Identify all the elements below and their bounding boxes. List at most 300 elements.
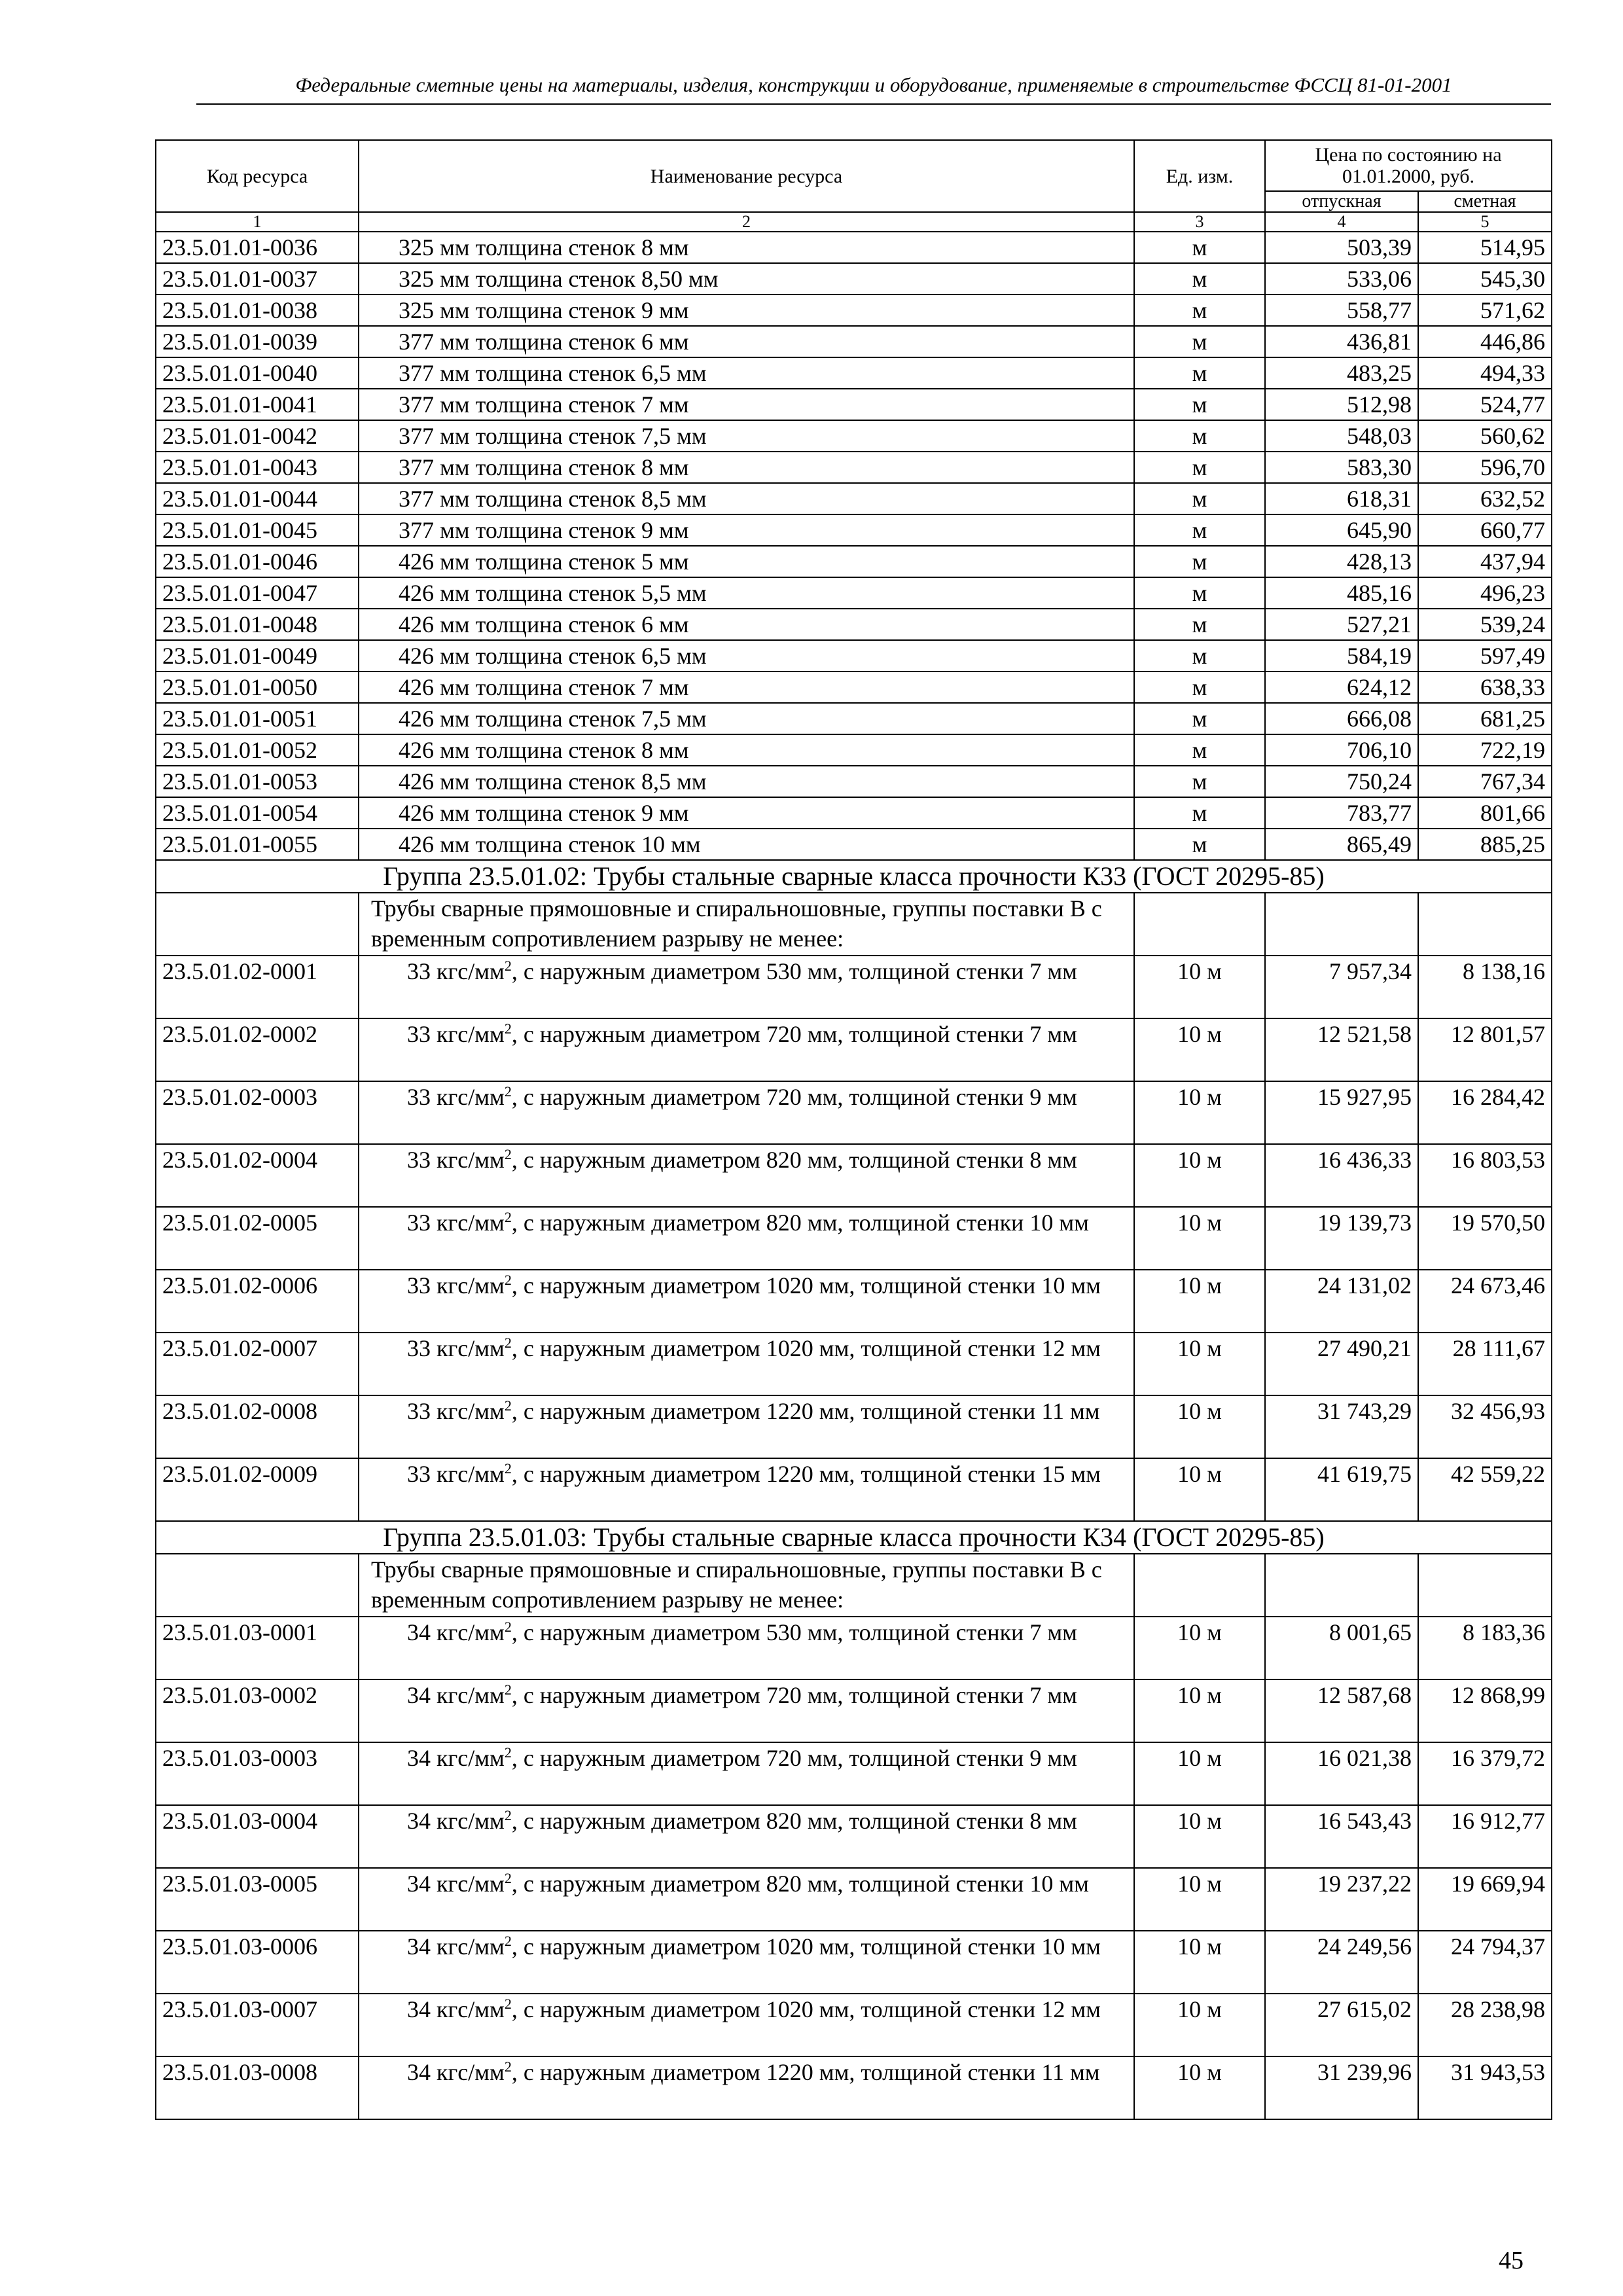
table-row [156, 1018, 1552, 1081]
release-price: 16 436,33 [1265, 1144, 1418, 1207]
resource-code: 23.5.01.01-0037 [156, 263, 359, 295]
table-row [156, 357, 1552, 389]
estimate-price: 16 379,72 [1418, 1742, 1552, 1805]
strength-value: 34 кгс/мм [407, 1871, 505, 1897]
empty-cell [1418, 893, 1552, 956]
resource-code: 23.5.01.01-0036 [156, 232, 359, 263]
unit-cell: м [1134, 797, 1265, 829]
unit-cell: м [1134, 577, 1265, 609]
table-row [156, 1742, 1552, 1805]
table-row [156, 1270, 1552, 1333]
group-description: Трубы сварные прямошовные и спиральношовные, группы поставки В с временным сопротивлением разрыву не менее: [359, 1554, 1134, 1617]
strength-exponent: 2 [504, 1744, 512, 1761]
strength-value: 33 кгс/мм [407, 958, 505, 984]
estimate-price: 524,77 [1418, 389, 1552, 420]
release-price: 31 743,29 [1265, 1395, 1418, 1458]
unit-cell: м [1134, 609, 1265, 640]
header-rule [196, 103, 1551, 105]
table-row [156, 1994, 1552, 2056]
estimate-price: 16 803,53 [1418, 1144, 1552, 1207]
unit-cell: м [1134, 295, 1265, 326]
estimate-price: 597,49 [1418, 640, 1552, 672]
unit-cell: 10 м [1134, 1081, 1265, 1144]
table-row [156, 1144, 1552, 1207]
strength-value: 34 кгс/мм [407, 1745, 505, 1771]
pipe-spec: , с наружным диаметром 1020 мм, толщиной стенки 12 мм [511, 1996, 1101, 2022]
release-price: 12 587,68 [1265, 1679, 1418, 1742]
release-price: 750,24 [1265, 766, 1418, 797]
estimate-price: 638,33 [1418, 672, 1552, 703]
unit-cell: 10 м [1134, 2056, 1265, 2119]
unit-cell: м [1134, 263, 1265, 295]
pipe-spec: , с наружным диаметром 530 мм, толщиной стенки 7 мм [511, 1619, 1077, 1645]
table-row [156, 640, 1552, 672]
estimate-price: 596,70 [1418, 452, 1552, 483]
resource-code: 23.5.01.01-0052 [156, 734, 359, 766]
estimate-price: 16 284,42 [1418, 1081, 1552, 1144]
unit-cell: 10 м [1134, 1679, 1265, 1742]
empty-cell [1265, 1554, 1418, 1617]
resource-code: 23.5.01.02-0002 [156, 1018, 359, 1081]
resource-name [359, 1144, 1134, 1207]
pipe-spec: , с наружным диаметром 1220 мм, толщиной стенки 11 мм [511, 1398, 1100, 1424]
strength-value: 33 кгс/мм [407, 1147, 505, 1173]
estimate-price: 437,94 [1418, 546, 1552, 577]
resource-name [359, 1931, 1134, 1994]
col-header-unit: Ед. изм. [1134, 140, 1265, 212]
release-price: 16 543,43 [1265, 1805, 1418, 1868]
estimate-price: 539,24 [1418, 609, 1552, 640]
strength-exponent: 2 [504, 1619, 512, 1635]
release-price: 584,19 [1265, 640, 1418, 672]
resource-code: 23.5.01.01-0051 [156, 703, 359, 734]
estimate-price: 514,95 [1418, 232, 1552, 263]
strength-value: 33 кгс/мм [407, 1210, 505, 1236]
resource-name: 325 мм толщина стенок 9 мм [359, 295, 1134, 326]
empty-cell [1265, 893, 1418, 956]
group-description: Трубы сварные прямошовные и спиральношовные, группы поставки В с временным сопротивлением разрыву не менее: [359, 893, 1134, 956]
resource-name: 426 мм толщина стенок 10 мм [359, 829, 1134, 860]
estimate-price: 8 183,36 [1418, 1617, 1552, 1679]
estimate-price: 885,25 [1418, 829, 1552, 860]
column-number: 1 [156, 212, 359, 232]
pipe-spec: , с наружным диаметром 530 мм, толщиной стенки 7 мм [511, 958, 1077, 984]
group-description-row [156, 1554, 1552, 1617]
resource-code: 23.5.01.03-0004 [156, 1805, 359, 1868]
table-row [156, 1081, 1552, 1144]
estimate-price: 31 943,53 [1418, 2056, 1552, 2119]
strength-value: 33 кгс/мм [407, 1021, 505, 1047]
resource-name: 426 мм толщина стенок 7,5 мм [359, 703, 1134, 734]
release-price: 503,39 [1265, 232, 1418, 263]
resource-name: 377 мм толщина стенок 7 мм [359, 389, 1134, 420]
release-price: 19 237,22 [1265, 1868, 1418, 1931]
pipe-spec: , с наружным диаметром 820 мм, толщиной стенки 8 мм [511, 1808, 1077, 1834]
release-price: 624,12 [1265, 672, 1418, 703]
strength-exponent: 2 [504, 1807, 512, 1823]
release-price: 24 131,02 [1265, 1270, 1418, 1333]
resource-name [359, 1805, 1134, 1868]
resource-name: 426 мм толщина стенок 8 мм [359, 734, 1134, 766]
pipe-spec: , с наружным диаметром 1220 мм, толщиной стенки 11 мм [511, 2059, 1100, 2085]
resource-code: 23.5.01.01-0050 [156, 672, 359, 703]
strength-exponent: 2 [504, 1146, 512, 1162]
strength-exponent: 2 [504, 1272, 512, 1288]
resource-code: 23.5.01.02-0003 [156, 1081, 359, 1144]
resource-code: 23.5.01.02-0007 [156, 1333, 359, 1395]
table-row [156, 1805, 1552, 1868]
resource-code: 23.5.01.02-0001 [156, 956, 359, 1018]
unit-cell: 10 м [1134, 1018, 1265, 1081]
release-price: 548,03 [1265, 420, 1418, 452]
resource-name [359, 1081, 1134, 1144]
strength-value: 34 кгс/мм [407, 1808, 505, 1834]
resource-name: 426 мм толщина стенок 6,5 мм [359, 640, 1134, 672]
unit-cell: м [1134, 546, 1265, 577]
table-row [156, 2056, 1552, 2119]
release-price: 27 490,21 [1265, 1333, 1418, 1395]
estimate-price: 28 238,98 [1418, 1994, 1552, 2056]
estimate-price: 24 794,37 [1418, 1931, 1552, 1994]
table-row [156, 514, 1552, 546]
page-number: 45 [1499, 2247, 1524, 2274]
resource-name: 377 мм толщина стенок 6 мм [359, 326, 1134, 357]
unit-cell: м [1134, 766, 1265, 797]
column-number: 3 [1134, 212, 1265, 232]
unit-cell: 10 м [1134, 1868, 1265, 1931]
table-row [156, 452, 1552, 483]
resource-name: 325 мм толщина стенок 8,50 мм [359, 263, 1134, 295]
table-row [156, 956, 1552, 1018]
unit-cell: м [1134, 640, 1265, 672]
release-price: 527,21 [1265, 609, 1418, 640]
table-row [156, 389, 1552, 420]
release-price: 15 927,95 [1265, 1081, 1418, 1144]
estimate-price: 42 559,22 [1418, 1458, 1552, 1521]
resource-name: 426 мм толщина стенок 5 мм [359, 546, 1134, 577]
estimate-price: 32 456,93 [1418, 1395, 1552, 1458]
strength-value: 34 кгс/мм [407, 1996, 505, 2022]
empty-cell [1418, 1554, 1552, 1617]
pipe-spec: , с наружным диаметром 1220 мм, толщиной стенки 15 мм [511, 1461, 1101, 1487]
resource-code: 23.5.01.02-0005 [156, 1207, 359, 1270]
strength-exponent: 2 [504, 1996, 512, 2012]
table-row [156, 1395, 1552, 1458]
release-price: 428,13 [1265, 546, 1418, 577]
col-header-price: Цена по состоянию на 01.01.2000, руб. [1265, 140, 1552, 191]
estimate-price: 19 669,94 [1418, 1868, 1552, 1931]
strength-value: 33 кгс/мм [407, 1461, 505, 1487]
table-row [156, 1617, 1552, 1679]
strength-value: 34 кгс/мм [407, 1933, 505, 1960]
resource-code: 23.5.01.03-0007 [156, 1994, 359, 2056]
release-price: 533,06 [1265, 263, 1418, 295]
table-row [156, 295, 1552, 326]
estimate-price: 545,30 [1418, 263, 1552, 295]
resource-name [359, 1018, 1134, 1081]
unit-cell: м [1134, 420, 1265, 452]
table-row [156, 609, 1552, 640]
resource-name [359, 1207, 1134, 1270]
pipe-spec: , с наружным диаметром 820 мм, толщиной стенки 8 мм [511, 1147, 1077, 1173]
unit-cell: м [1134, 514, 1265, 546]
release-price: 24 249,56 [1265, 1931, 1418, 1994]
estimate-price: 16 912,77 [1418, 1805, 1552, 1868]
resource-name [359, 1395, 1134, 1458]
resource-name: 377 мм толщина стенок 8 мм [359, 452, 1134, 483]
estimate-price: 28 111,67 [1418, 1333, 1552, 1395]
unit-cell: 10 м [1134, 1617, 1265, 1679]
release-price: 558,77 [1265, 295, 1418, 326]
resource-name [359, 1868, 1134, 1931]
resource-code: 23.5.01.01-0048 [156, 609, 359, 640]
strength-exponent: 2 [504, 1397, 512, 1414]
resource-code: 23.5.01.01-0055 [156, 829, 359, 860]
empty-cell [1134, 893, 1265, 956]
resource-name: 325 мм толщина стенок 8 мм [359, 232, 1134, 263]
table-row [156, 703, 1552, 734]
strength-value: 34 кгс/мм [407, 1619, 505, 1645]
unit-cell: м [1134, 389, 1265, 420]
resource-name [359, 1458, 1134, 1521]
release-price: 27 615,02 [1265, 1994, 1418, 2056]
empty-cell [156, 893, 359, 956]
unit-cell: 10 м [1134, 1395, 1265, 1458]
strength-exponent: 2 [504, 2058, 512, 2075]
release-price: 618,31 [1265, 483, 1418, 514]
column-number-row [156, 212, 1552, 232]
unit-cell: 10 м [1134, 1458, 1265, 1521]
estimate-price: 8 138,16 [1418, 956, 1552, 1018]
unit-cell: м [1134, 357, 1265, 389]
resource-code: 23.5.01.03-0005 [156, 1868, 359, 1931]
release-price: 41 619,75 [1265, 1458, 1418, 1521]
running-header: Федеральные сметные цены на материалы, изделия, конструкции и оборудование, применяемые в строительстве ФССЦ 81-01-2001 [295, 73, 1452, 96]
resource-name: 426 мм толщина стенок 5,5 мм [359, 577, 1134, 609]
unit-cell: м [1134, 829, 1265, 860]
release-price: 706,10 [1265, 734, 1418, 766]
resource-code: 23.5.01.02-0009 [156, 1458, 359, 1521]
table-row [156, 263, 1552, 295]
resource-code: 23.5.01.01-0039 [156, 326, 359, 357]
col-header-estimate: сметная [1418, 191, 1552, 212]
resource-name: 426 мм толщина стенок 9 мм [359, 797, 1134, 829]
unit-cell: м [1134, 734, 1265, 766]
table-row [156, 1333, 1552, 1395]
pipe-spec: , с наружным диаметром 1020 мм, толщиной стенки 12 мм [511, 1335, 1101, 1361]
table-row [156, 232, 1552, 263]
strength-exponent: 2 [504, 1020, 512, 1037]
resource-name: 377 мм толщина стенок 6,5 мм [359, 357, 1134, 389]
unit-cell: 10 м [1134, 1931, 1265, 1994]
estimate-price: 496,23 [1418, 577, 1552, 609]
resource-code: 23.5.01.03-0008 [156, 2056, 359, 2119]
release-price: 7 957,34 [1265, 956, 1418, 1018]
group-heading-row [156, 860, 1552, 893]
strength-value: 33 кгс/мм [407, 1084, 505, 1110]
strength-exponent: 2 [504, 1083, 512, 1100]
resource-name: 426 мм толщина стенок 7 мм [359, 672, 1134, 703]
unit-cell: 10 м [1134, 1333, 1265, 1395]
release-price: 12 521,58 [1265, 1018, 1418, 1081]
resource-name: 377 мм толщина стенок 7,5 мм [359, 420, 1134, 452]
estimate-price: 19 570,50 [1418, 1207, 1552, 1270]
release-price: 865,49 [1265, 829, 1418, 860]
resource-code: 23.5.01.01-0049 [156, 640, 359, 672]
column-number: 4 [1265, 212, 1418, 232]
table-row [156, 1931, 1552, 1994]
release-price: 666,08 [1265, 703, 1418, 734]
resource-name [359, 1742, 1134, 1805]
release-price: 436,81 [1265, 326, 1418, 357]
resource-code: 23.5.01.01-0045 [156, 514, 359, 546]
resource-code: 23.5.01.01-0046 [156, 546, 359, 577]
estimate-price: 446,86 [1418, 326, 1552, 357]
table-row [156, 577, 1552, 609]
pipe-spec: , с наружным диаметром 720 мм, толщиной стенки 7 мм [511, 1021, 1077, 1047]
table-row [156, 797, 1552, 829]
table-row [156, 734, 1552, 766]
release-price: 783,77 [1265, 797, 1418, 829]
strength-exponent: 2 [504, 958, 512, 974]
estimate-price: 722,19 [1418, 734, 1552, 766]
resource-code: 23.5.01.01-0041 [156, 389, 359, 420]
strength-value: 33 кгс/мм [407, 1398, 505, 1424]
unit-cell: м [1134, 452, 1265, 483]
release-price: 645,90 [1265, 514, 1418, 546]
strength-exponent: 2 [504, 1460, 512, 1477]
table-row [156, 420, 1552, 452]
empty-cell [1134, 1554, 1265, 1617]
unit-cell: 10 м [1134, 1742, 1265, 1805]
column-number: 2 [359, 212, 1134, 232]
resource-name: 377 мм толщина стенок 9 мм [359, 514, 1134, 546]
pipe-spec: , с наружным диаметром 1020 мм, толщиной стенки 10 мм [511, 1272, 1101, 1299]
resource-code: 23.5.01.01-0038 [156, 295, 359, 326]
resource-code: 23.5.01.01-0042 [156, 420, 359, 452]
resource-code: 23.5.01.03-0001 [156, 1617, 359, 1679]
pipe-spec: , с наружным диаметром 720 мм, толщиной стенки 9 мм [511, 1745, 1077, 1771]
unit-cell: м [1134, 232, 1265, 263]
group-heading-row [156, 1521, 1552, 1554]
col-header-code: Код ресурса [156, 140, 359, 212]
strength-value: 34 кгс/мм [407, 1682, 505, 1708]
resource-code: 23.5.01.03-0006 [156, 1931, 359, 1994]
unit-cell: м [1134, 483, 1265, 514]
strength-exponent: 2 [504, 1335, 512, 1351]
release-price: 583,30 [1265, 452, 1418, 483]
resource-name: 377 мм толщина стенок 8,5 мм [359, 483, 1134, 514]
estimate-price: 12 868,99 [1418, 1679, 1552, 1742]
unit-cell: 10 м [1134, 1994, 1265, 2056]
strength-exponent: 2 [504, 1933, 512, 1949]
estimate-price: 632,52 [1418, 483, 1552, 514]
strength-exponent: 2 [504, 1870, 512, 1886]
resource-name [359, 1994, 1134, 2056]
table-row [156, 829, 1552, 860]
strength-exponent: 2 [504, 1681, 512, 1698]
estimate-price: 494,33 [1418, 357, 1552, 389]
resource-code: 23.5.01.01-0053 [156, 766, 359, 797]
pipe-spec: , с наружным диаметром 820 мм, толщиной стенки 10 мм [511, 1871, 1089, 1897]
resource-code: 23.5.01.03-0003 [156, 1742, 359, 1805]
release-price: 485,16 [1265, 577, 1418, 609]
unit-cell: 10 м [1134, 1144, 1265, 1207]
resource-code: 23.5.01.01-0044 [156, 483, 359, 514]
unit-cell: 10 м [1134, 1207, 1265, 1270]
pipe-spec: , с наружным диаметром 720 мм, толщиной стенки 7 мм [511, 1682, 1077, 1708]
estimate-price: 12 801,57 [1418, 1018, 1552, 1081]
resource-code: 23.5.01.01-0047 [156, 577, 359, 609]
table-row [156, 1207, 1552, 1270]
estimate-price: 681,25 [1418, 703, 1552, 734]
release-price: 31 239,96 [1265, 2056, 1418, 2119]
release-price: 16 021,38 [1265, 1742, 1418, 1805]
strength-value: 33 кгс/мм [407, 1272, 505, 1299]
release-price: 483,25 [1265, 357, 1418, 389]
estimate-price: 571,62 [1418, 295, 1552, 326]
pipe-spec: , с наружным диаметром 720 мм, толщиной стенки 9 мм [511, 1084, 1077, 1110]
resource-name: 426 мм толщина стенок 8,5 мм [359, 766, 1134, 797]
resource-name [359, 1617, 1134, 1679]
resource-code: 23.5.01.02-0006 [156, 1270, 359, 1333]
estimate-price: 767,34 [1418, 766, 1552, 797]
unit-cell: 10 м [1134, 956, 1265, 1018]
table-row [156, 766, 1552, 797]
resource-name [359, 956, 1134, 1018]
resource-name [359, 1333, 1134, 1395]
group-title: Группа 23.5.01.03: Трубы стальные сварные класса прочности К34 (ГОСТ 20295-85) [156, 1521, 1552, 1554]
strength-value: 33 кгс/мм [407, 1335, 505, 1361]
unit-cell: м [1134, 703, 1265, 734]
resource-code: 23.5.01.01-0054 [156, 797, 359, 829]
pipe-spec: , с наружным диаметром 820 мм, толщиной стенки 10 мм [511, 1210, 1089, 1236]
unit-cell: 10 м [1134, 1270, 1265, 1333]
resource-code: 23.5.01.01-0043 [156, 452, 359, 483]
empty-cell [156, 1554, 359, 1617]
table-row [156, 1458, 1552, 1521]
group-title: Группа 23.5.01.02: Трубы стальные сварные класса прочности К33 (ГОСТ 20295-85) [156, 860, 1552, 893]
table-row [156, 546, 1552, 577]
unit-cell: 10 м [1134, 1805, 1265, 1868]
table-row [156, 672, 1552, 703]
release-price: 19 139,73 [1265, 1207, 1418, 1270]
resource-code: 23.5.01.01-0040 [156, 357, 359, 389]
col-header-release: отпускная [1265, 191, 1418, 212]
pipe-spec: , с наружным диаметром 1020 мм, толщиной стенки 10 мм [511, 1933, 1101, 1960]
resource-name: 426 мм толщина стенок 6 мм [359, 609, 1134, 640]
release-price: 8 001,65 [1265, 1617, 1418, 1679]
resource-code: 23.5.01.03-0002 [156, 1679, 359, 1742]
resource-code: 23.5.01.02-0004 [156, 1144, 359, 1207]
resource-name [359, 1679, 1134, 1742]
release-price: 512,98 [1265, 389, 1418, 420]
table-row [156, 326, 1552, 357]
table-row [156, 1679, 1552, 1742]
strength-value: 34 кгс/мм [407, 2059, 505, 2085]
resource-name [359, 1270, 1134, 1333]
estimate-price: 660,77 [1418, 514, 1552, 546]
unit-cell: м [1134, 326, 1265, 357]
estimate-price: 801,66 [1418, 797, 1552, 829]
estimate-price: 560,62 [1418, 420, 1552, 452]
resource-name [359, 2056, 1134, 2119]
price-table [155, 139, 1552, 2120]
table-row [156, 483, 1552, 514]
col-header-name: Наименование ресурса [359, 140, 1134, 212]
group-description-row [156, 893, 1552, 956]
column-number: 5 [1418, 212, 1552, 232]
